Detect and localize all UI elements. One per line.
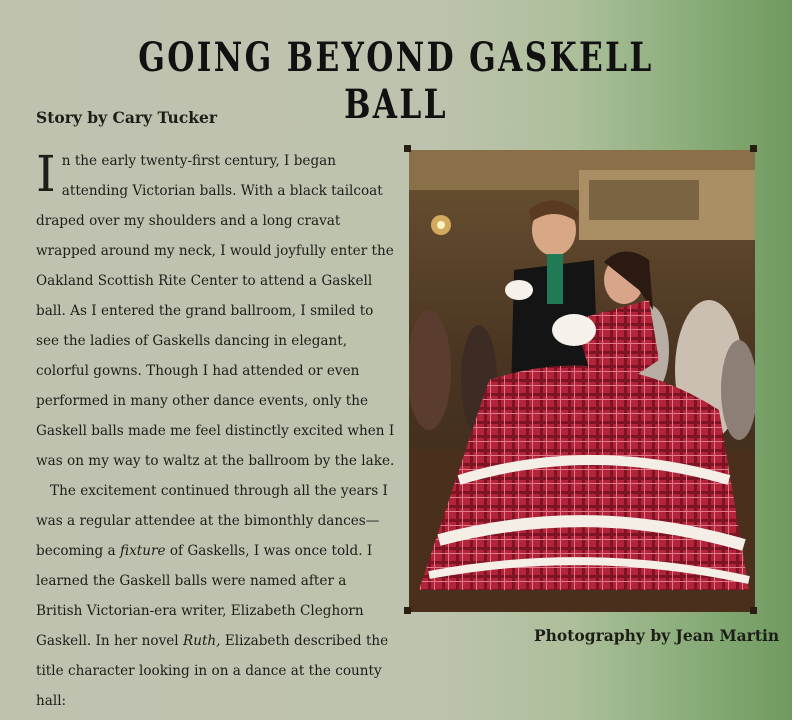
paragraph-2-emphasis: fixture: [120, 543, 166, 559]
drop-cap: I: [36, 145, 56, 203]
photo-corner-top-right: [750, 145, 757, 152]
paragraph-2-text-a: The excitement continued through all the years I was a regular attendee at the bimonthly dances—becoming a: [36, 483, 388, 559]
dance-photo: [409, 150, 755, 612]
paragraph-2-text-b: of Gaskells, I was once told. I learned the Gaskell balls were named after a British Victorian-era writer, Elizabeth Cleghorn Gaskell. In her novel: [36, 543, 373, 649]
paragraph-1: [36, 146, 396, 476]
paragraph-2: [36, 476, 396, 716]
photo-illustration: [409, 150, 755, 612]
photo-corner-bottom-left: [404, 607, 411, 614]
byline: Story by Cary Tucker: [36, 108, 218, 127]
novel-title: Ruth,: [182, 633, 221, 649]
article-body: [36, 146, 396, 716]
photo-corner-bottom-right: [750, 607, 757, 614]
photo-credit: Photography by Jean Martin: [534, 626, 780, 645]
paragraph-2-text-c: Elizabeth described the title character looking in on a dance at the county hall:: [36, 633, 389, 709]
photo-corner-top-left: [404, 145, 411, 152]
paragraph-1-text: n the early twenty-first century, I began attending Victorian balls. With a black tailcoat draped over my shoulders and a long cravat wrapped around my neck, I would joyfully enter the Oakland Scottish Rite Center to attend a Gaskell ball. As I entered the grand ballroom, I smiled to see the ladies of Gaskells dancing in elegant, colorful gowns. Though I had attended or even performed in many other dance events, only the Gaskell balls made me feel distinctly excited when I was on my way to waltz at the ballroom by the lake.: [36, 153, 395, 469]
article-title: GOING BEYOND GASKELL BALL: [138, 34, 654, 128]
